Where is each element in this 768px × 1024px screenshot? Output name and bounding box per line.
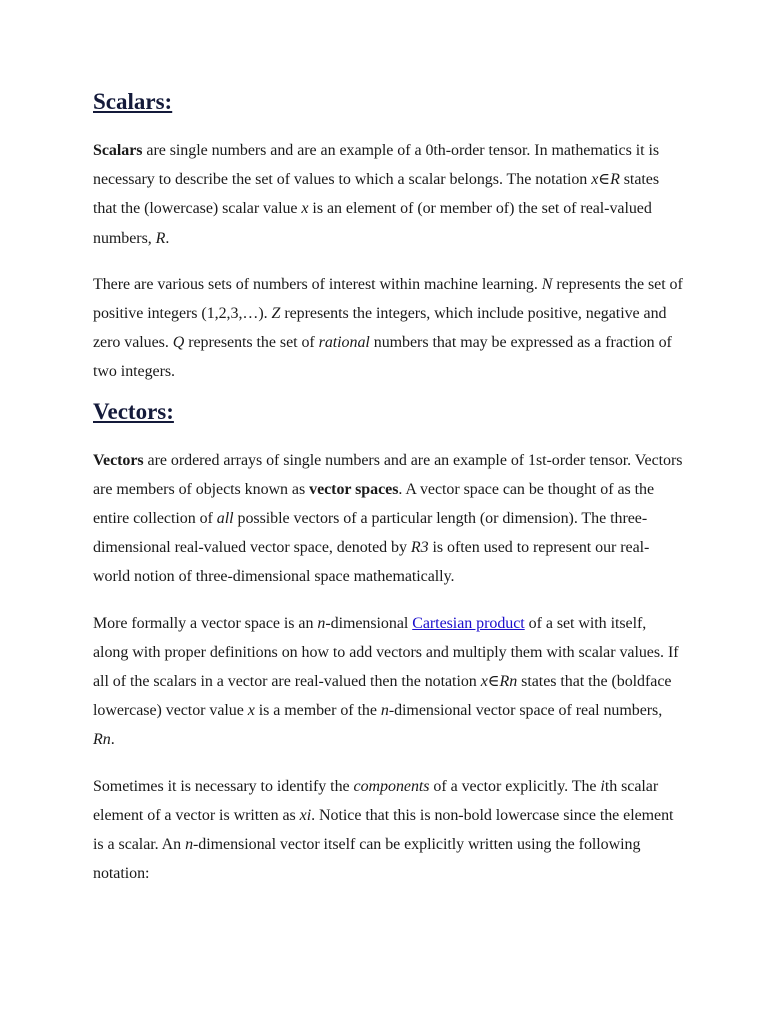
vectors-paragraph-1: Vectors are ordered arrays of single numbers and are an example of 1st-order tensor. Vectors are members of objects known as vector spaces. A vector space can be thought of as the entire collection of all possible vectors of a particular length (or dimension). The three-dimensional real-valued vector space, denoted by R3 is often used to represent our real-world notion of three-dimensional space mathematically. — [93, 451, 683, 586]
italic-term: components — [353, 777, 430, 795]
bold-term: Scalars — [93, 142, 143, 159]
math-inline: x∈R — [591, 171, 620, 189]
scalars-paragraph-1: Scalars are single numbers and are an example of a 0th-order tensor. In mathematics it is necessary to describe the set of values to which a scalar belongs. The notation x∈R states that the (lowercase) scalar value x is an element of (or member of) the set of real-valued numbers, R. — [93, 142, 660, 247]
math-inline: n — [185, 836, 194, 854]
vectors-heading: Vectors: — [93, 398, 174, 424]
math-inline: N — [541, 275, 553, 293]
math-inline: R3 — [410, 539, 429, 557]
vectors-paragraph-2: More formally a vector space is an n-dimensional Cartesian product of a set with itself, along with proper definitions on how to add vectors and multiply them with scalar values. If all of the scalars in a vector are real-valued then the notation x∈Rn states that the (boldface lowercase) vector value x is a member of the n-dimensional vector space of real numbers, Rn. — [93, 614, 679, 749]
math-inline: Q — [172, 334, 185, 352]
italic-term: rational — [318, 334, 370, 352]
math-inline: R — [155, 229, 166, 247]
math-inline: Z — [271, 305, 281, 323]
math-inline: i — [600, 777, 605, 795]
math-inline: n — [380, 702, 389, 720]
math-inline: x — [247, 702, 255, 720]
scalars-heading: Scalars: — [93, 89, 173, 114]
document-page — [93, 82, 683, 888]
math-inline: n — [317, 614, 326, 632]
italic-term: all — [216, 510, 234, 528]
bold-term: vector spaces — [309, 480, 399, 498]
vectors-paragraph-3: Sometimes it is necessary to identify the components of a vector explicitly. The ith scalar element of a vector is written as xi. Notice that this is non-bold lowercase since the element is a scalar. An n-dimensional vector itself can be explicitly written using the following notation: — [93, 777, 674, 883]
math-inline: x∈Rn — [480, 673, 518, 691]
bold-term: Vectors — [93, 451, 144, 469]
math-inline: Rn — [93, 731, 111, 749]
cartesian-product-link[interactable]: Cartesian product — [412, 614, 525, 632]
scalars-paragraph-2: There are various sets of numbers of interest within machine learning. N represents the set of positive integers (1,2,3,…). Z represents the integers, which include positive, negative and zero values. Q represents the set of rational numbers that may be expressed as a fraction of two integers. — [93, 275, 683, 381]
math-inline: xi — [299, 806, 312, 824]
math-inline: x — [301, 200, 309, 218]
